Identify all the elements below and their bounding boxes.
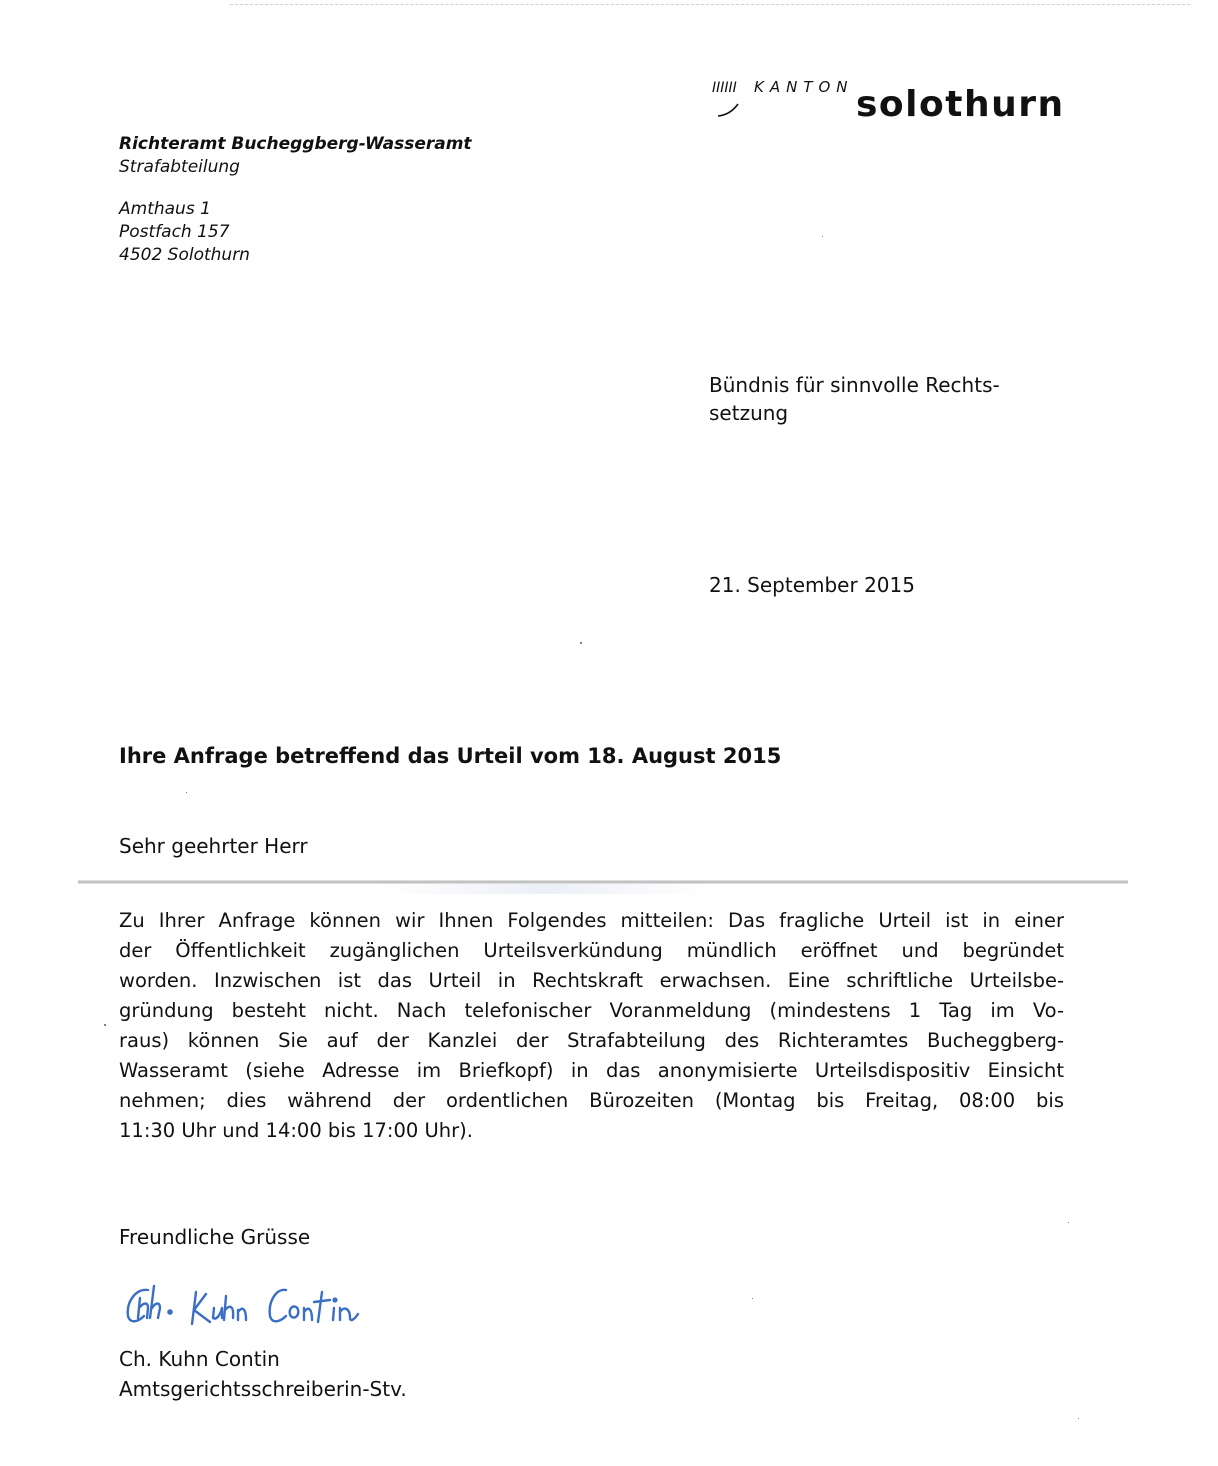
recipient-line: setzung — [709, 401, 789, 425]
address-line: Postfach 157 — [119, 222, 230, 242]
recipient-line: Bündnis für sinnvolle Rechts- — [709, 373, 1000, 397]
scan-speck — [1078, 1418, 1079, 1419]
scan-speck — [186, 792, 187, 793]
letter-subject: Ihre Anfrage betreffend das Urteil vom 18. August 2015 — [119, 744, 782, 768]
body-line: der Öffentlichkeit zugänglichen Urteilsverkündung mündlich eröffnet und begründet — [119, 939, 1064, 962]
body-line: Zu Ihrer Anfrage können wir Ihnen Folgendes mitteilen: Das fragliche Urteil ist in einer — [119, 909, 1064, 932]
salutation: Sehr geehrter Herr — [119, 834, 308, 858]
scan-edge-artifact — [230, 4, 1190, 6]
body-line: worden. Inzwischen ist das Urteil in Rechtskraft erwachsen. Eine schriftliche Urteilsbe- — [119, 969, 1064, 992]
sender-address — [119, 198, 250, 267]
closing: Freundliche Grüsse — [119, 1225, 311, 1249]
recipient-block — [709, 371, 1000, 427]
signer-name: Ch. Kuhn Contin — [119, 1347, 280, 1371]
kanton-solothurn-logo — [712, 72, 1082, 132]
sender-office: Richteramt Bucheggberg-Wasseramt — [119, 134, 472, 154]
body-line: 11:30 Uhr und 14:00 bis 17:00 Uhr). — [119, 1119, 473, 1142]
scan-speck — [104, 1024, 106, 1026]
scan-speck — [822, 236, 823, 237]
logo-kanton-text: KANTON — [754, 78, 854, 96]
body-line: raus) können Sie auf der Kanzlei der Strafabteilung des Richteramtes Bucheggberg- — [119, 1029, 1064, 1052]
letter-body — [119, 906, 1064, 1146]
handwritten-signature — [118, 1268, 408, 1338]
scan-speck — [752, 1298, 753, 1299]
letter-date: 21. September 2015 — [709, 573, 915, 597]
sender-block — [119, 133, 472, 179]
paper-fold-shadow — [380, 884, 710, 894]
logo-bars: IIIIII — [712, 80, 737, 96]
body-line: gründung besteht nicht. Nach telefonischer Voranmeldung (mindestens 1 Tag im Vo- — [119, 999, 1064, 1022]
body-line: Wasseramt (siehe Adresse im Briefkopf) in das anonymisierte Urteilsdispositiv Einsicht — [119, 1059, 1064, 1082]
scan-speck — [1068, 1222, 1069, 1223]
logo-name: solothurn — [856, 84, 1065, 125]
sender-department: Strafabteilung — [119, 157, 240, 177]
signer-block — [119, 1344, 407, 1404]
scan-speck — [580, 642, 582, 644]
address-line: Amthaus 1 — [119, 199, 211, 219]
address-line: 4502 Solothurn — [119, 245, 250, 265]
body-line: nehmen; dies während der ordentlichen Bürozeiten (Montag bis Freitag, 08:00 bis — [119, 1089, 1064, 1112]
logo-swoosh-icon — [716, 100, 746, 120]
signer-title: Amtsgerichtsschreiberin-Stv. — [119, 1377, 407, 1401]
